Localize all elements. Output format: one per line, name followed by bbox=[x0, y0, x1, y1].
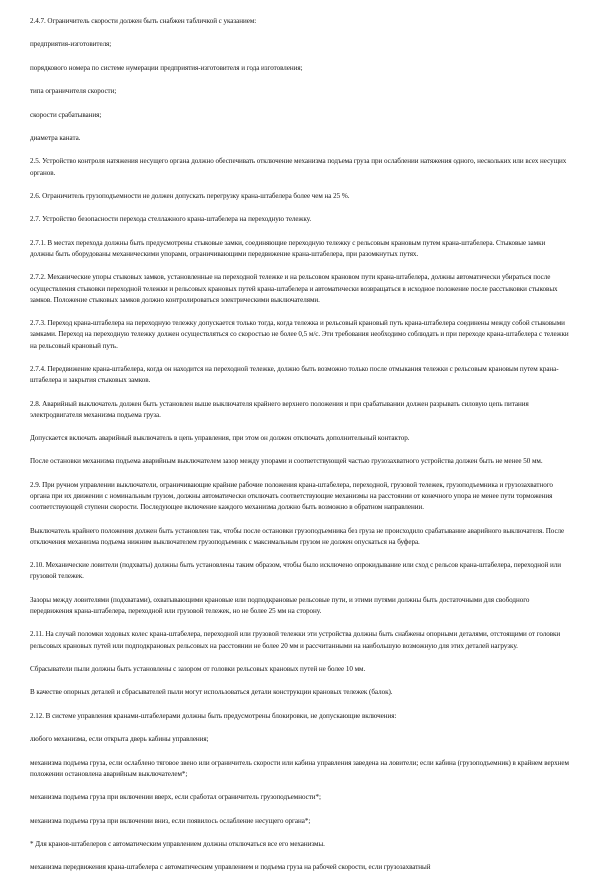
paragraph-2-7-2: 2.7.2. Механические упоры стыковых замков, установленные на переходной тележке и на рельсовом крановом пути крана-штабелера, должны автоматически убираться после осуществления стыковки переходной тележки и рельсовых крановых путей крана-штабелера и автоматически возвращаться в исходное положение после расстыковки стыковых замков. Положение стыковых замков должно контролироваться электрическими выключателями. bbox=[30, 273, 558, 304]
paragraph-2-9: 2.9. При ручном управлении выключатели, ограничивающие крайние рабочие положения крана-штабелера, переходной, грузовой тележек, грузоподъемника и грузозахватного органа при их движении с номинальным грузом, должны автоматически отключать соответствующие механизмы на расстоянии от конечного упора не менее пути торможения соответствующей ступени скорости. Последующее включение каждого механизма должно быть возможно в обратном направлении. bbox=[30, 480, 553, 512]
list-item-rope-diameter: диаметра каната. bbox=[30, 133, 81, 142]
paragraph-2-6: 2.6. Ограничитель грузоподъемности не должен допускать перегрузку крана-штабелера более чем на 25 %. bbox=[30, 191, 350, 200]
paragraph-2-8: 2.8. Аварийный выключатель должен быть установлен выше выключателя крайнего верхнего положения и при срабатывании должен разрывать силовую цепь питания электродвигателя механизма подъема груза. bbox=[30, 399, 529, 419]
paragraph-2-11-dust-removers: Сбрасыватели пыли должны быть установлены с зазором от головки рельсовых крановых путей не более 10 мм. bbox=[30, 665, 366, 674]
list-item-lift-slack: механизма подъема груза, если ослаблено тяговое звено или ограничитель скорости или кабина управления заведена на ловители; если кабина (грузоподъемник) в крайнем верхнем положении остановлена аварийным выключателем*; bbox=[30, 758, 569, 778]
footnote-automatic: * Для кранов-штабелеров с автоматическим управлением должны отключаться все его механизмы. bbox=[30, 839, 325, 848]
paragraph-2-4-7: 2.4.7. Ограничитель скорости должен быть снабжен табличкой с указанием: bbox=[30, 17, 257, 25]
list-item-lift-overload: механизма подъема груза при включении вверх, если сработал ограничитель грузоподъемности*; bbox=[30, 793, 321, 802]
paragraph-2-7-4: 2.7.4. Передвижение крана-штабелера, когда он находится на переходной тележке, должно быть возможно только после отмыкания тележки с рельсовым крановым путем крана-штабелера и закрытия стыковых замков. bbox=[30, 364, 559, 385]
paragraph-2-7: 2.7. Устройство безопасности перехода стеллажного крана-штабелера на переходную тележку. bbox=[30, 215, 312, 224]
list-item-serial-number: порядкового номера по системе нумерации предприятия-изготовителя и года изготовления; bbox=[30, 63, 303, 72]
paragraph-2-11-support-parts: В качестве опорных деталей и сбрасывателей пыли могут использоваться детали конструкции крановых тележек (балок). bbox=[30, 688, 393, 697]
list-item-trip-speed: скорости срабатывания; bbox=[30, 110, 102, 119]
paragraph-2-12: 2.12. В системе управления кранами-штабелерами должны быть предусмотрены блокировки, не допускающие включения: bbox=[30, 711, 397, 720]
paragraph-2-7-1: 2.7.1. В местах перехода должны быть предусмотрены стыковые замки, соединяющие переходную тележку с рельсовым крановым путем крана-штабелера. Стыковые замки должны быть оборудованы механическими упорами, ограничивающими передвижение крана-штабелера, при разомкнутых путях. bbox=[30, 238, 546, 258]
paragraph-2-10-gaps: Зазоры между ловителями (подхватами), охватывающими крановые или подподкрановые рельсовые пути, и этими путями должны быть достаточными для свободного передвижения крана-штабелера, переходной или грузовой тележек, но не более 25 мм на сторону. bbox=[30, 595, 530, 616]
paragraph-2-8-clearance: После остановки механизма подъема аварийным выключателем зазор между упорами и соответствующей частью грузозахватного устройства должен быть не менее 50 мм. bbox=[30, 457, 543, 466]
paragraph-2-8-emergency-switch: Допускается включать аварийный выключатель в цепь управления, при этом он должен отключать дополнительный контактор. bbox=[30, 434, 410, 443]
paragraph-2-10: 2.10. Механические ловители (подхваты) должны быть установлены таким образом, чтобы было исключено опрокидывание или сход с рельсов крана-штабелера, переходной или грузовой тележек. bbox=[30, 561, 561, 581]
list-item-travel-automatic: механизма передвижения крана-штабелера с автоматическим управлением и подъема груза на рабочей скорости, если грузозахватный bbox=[30, 863, 431, 872]
paragraph-2-5: 2.5. Устройство контроля натяжения несущего органа должно обеспечивать отключение механизма подъема груза при ослаблении натяжения одного, нескольких или всех несущих органов. bbox=[30, 157, 567, 177]
list-item-cab-door: любого механизма, если открыта дверь кабины управления; bbox=[30, 735, 209, 744]
paragraph-2-9-limit-switch: Выключатель крайнего положения должен быть установлен так, чтобы после остановки грузоподъемника без груза не происходило срабатывание аварийного выключателя. После отключения механизма подъема нижним выключателем грузоподъемник с максимальным грузом не должен опускаться на буфера. bbox=[30, 526, 565, 546]
paragraph-2-11: 2.11. На случай поломки ходовых колес крана-штабелера, переходной или грузовой тележки эти устройства должны быть снабжены опорными деталями, отстоящими от головки рельсовых крановых путей или подподкрановых рельсовых на расстоянии не более 20 мм и рассчитанными на наибольшую возможную для этих деталей нагрузку. bbox=[30, 630, 561, 650]
list-item-limiter-type: типа ограничителя скорости; bbox=[30, 87, 117, 96]
paragraph-2-7-3: 2.7.3. Переход крана-штабелера на переходную тележку допускается только тогда, когда тележка и рельсовый крановый путь крана-штабелера соединены между собой стыковыми замками. Переход на переходную тележку должен осуществляться со скоростью не более 0,5 м/с. Эти требования необходимо соблюдать и при переходе крана-штабелера с тележки на рельсовый крановый путь. bbox=[30, 319, 569, 350]
list-item-lift-down: механизма подъема груза при включении вниз, если появилось ослабление несущего органа*; bbox=[30, 816, 311, 825]
list-item-manufacturer: предприятия-изготовителя; bbox=[30, 40, 112, 49]
